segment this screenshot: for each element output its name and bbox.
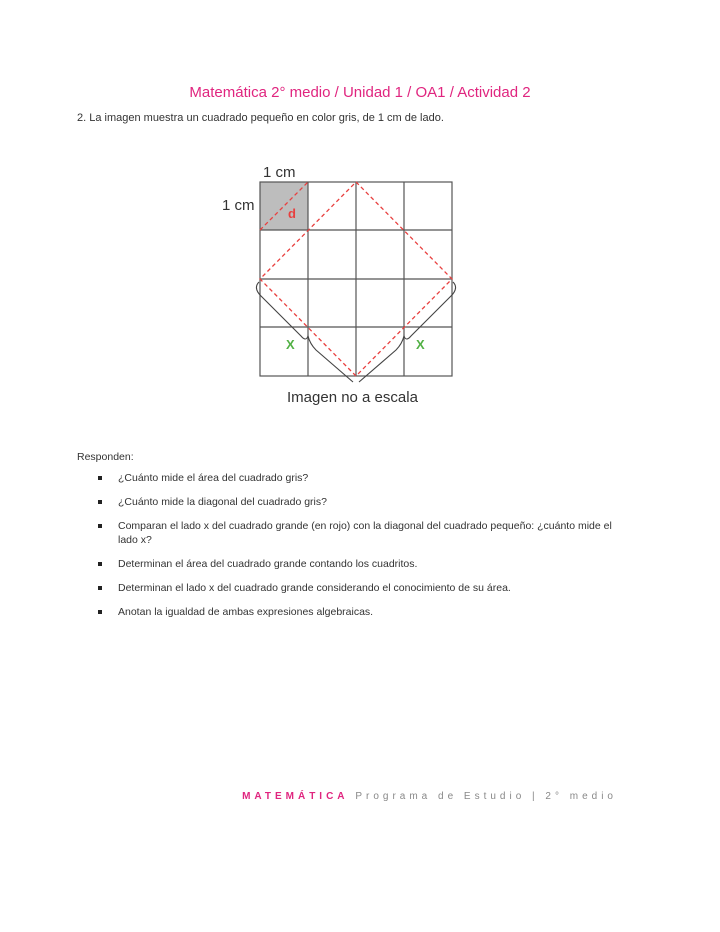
- figure-svg: [215, 160, 475, 385]
- page-title: Matemática 2° medio / Unidad 1 / OA1 / Actividad 2: [189, 84, 531, 101]
- list-item-text: ¿Cuánto mide la diagonal del cuadrado gris?: [118, 496, 327, 508]
- page-footer: [242, 791, 617, 802]
- label-1cm-left: 1 cm: [222, 197, 255, 214]
- label-x-right: X: [416, 337, 425, 352]
- right-brace: [359, 282, 456, 382]
- left-brace: [256, 282, 353, 382]
- square-figure: [215, 160, 475, 390]
- bullet-icon: [98, 500, 102, 504]
- footer-brand: MATEMÁTICA: [242, 791, 349, 802]
- bullet-icon: [98, 610, 102, 614]
- list-item: [98, 581, 628, 595]
- list-item-text: Determinan el área del cuadrado grande contando los cuadritos.: [118, 558, 418, 570]
- label-d: d: [288, 206, 296, 221]
- footer-program: Programa de Estudio | 2° medio: [355, 791, 617, 802]
- figure-caption: Imagen no a escala: [287, 389, 418, 406]
- question-text: 2. La imagen muestra un cuadrado pequeño en color gris, de 1 cm de lado.: [77, 112, 444, 124]
- responden-label: Responden:: [77, 451, 134, 463]
- list-item-text: Comparan el lado x del cuadrado grande (en rojo) con la diagonal del cuadrado pequeño: ¿cuánto mide el lado x?: [118, 520, 612, 546]
- question-list: [98, 471, 628, 629]
- bullet-icon: [98, 524, 102, 528]
- bullet-icon: [98, 562, 102, 566]
- list-item-text: Determinan el lado x del cuadrado grande considerando el conocimiento de su área.: [118, 582, 511, 594]
- list-item: [98, 519, 628, 547]
- label-1cm-top: 1 cm: [263, 164, 296, 181]
- list-item: [98, 471, 628, 485]
- list-item: [98, 495, 628, 509]
- list-item: [98, 605, 628, 619]
- label-x-left: X: [286, 337, 295, 352]
- bullet-icon: [98, 586, 102, 590]
- list-item-text: ¿Cuánto mide el área del cuadrado gris?: [118, 472, 309, 484]
- bullet-icon: [98, 476, 102, 480]
- list-item-text: Anotan la igualdad de ambas expresiones algebraicas.: [118, 606, 374, 618]
- list-item: [98, 557, 628, 571]
